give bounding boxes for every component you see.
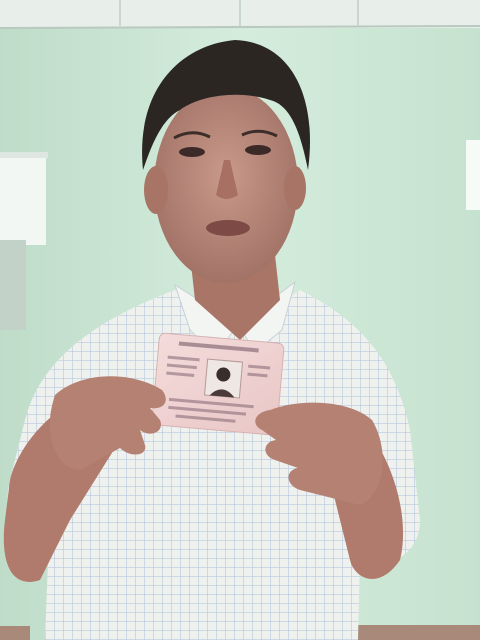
window-frame xyxy=(0,152,48,158)
window-right-glow xyxy=(466,140,480,210)
window-left xyxy=(0,155,46,245)
eye-left xyxy=(179,147,205,157)
mouth xyxy=(206,220,250,236)
floor-left xyxy=(0,626,30,640)
window-sill xyxy=(0,240,26,330)
ear-right xyxy=(284,166,306,210)
ear-left xyxy=(144,166,168,214)
eye-right xyxy=(245,145,271,155)
floor xyxy=(355,625,480,640)
